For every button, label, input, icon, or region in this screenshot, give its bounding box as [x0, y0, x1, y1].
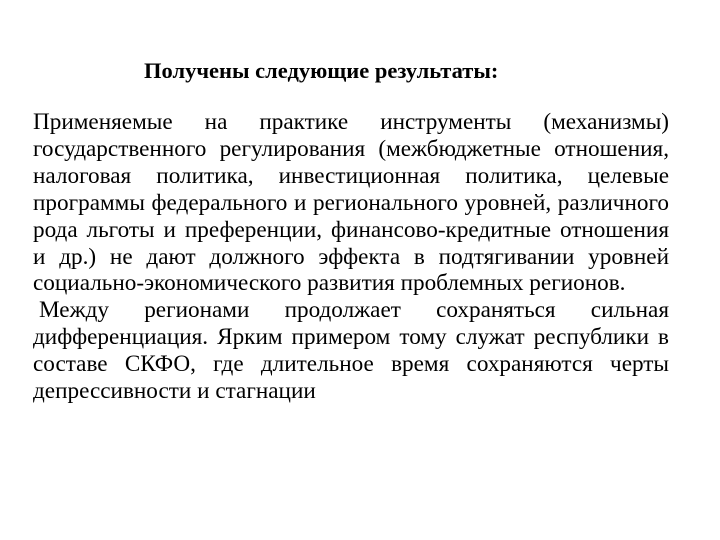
paragraph-instruments: Применяемые на практике инструменты (механизмы) государственного регулирования (межбюджетные отношения, налоговая политика, инвестиционная политика, целевые программы федерального и регионального уровней, различного рода льготы и преференции, финансово-кредитные отношения и др.) не дают должного эффекта в подтягивании уровней социально-экономического развития проблемных регионов.: [33, 109, 669, 297]
paragraph-differentiation: Между регионами продолжает сохраняться сильная дифференциация. Ярким примером тому служат республики в составе СКФО, где длительное время сохраняются черты депрессивности и стагнации: [33, 297, 669, 405]
slide-body: [33, 109, 669, 405]
slide-title: Получены следующие результаты:: [144, 58, 499, 83]
